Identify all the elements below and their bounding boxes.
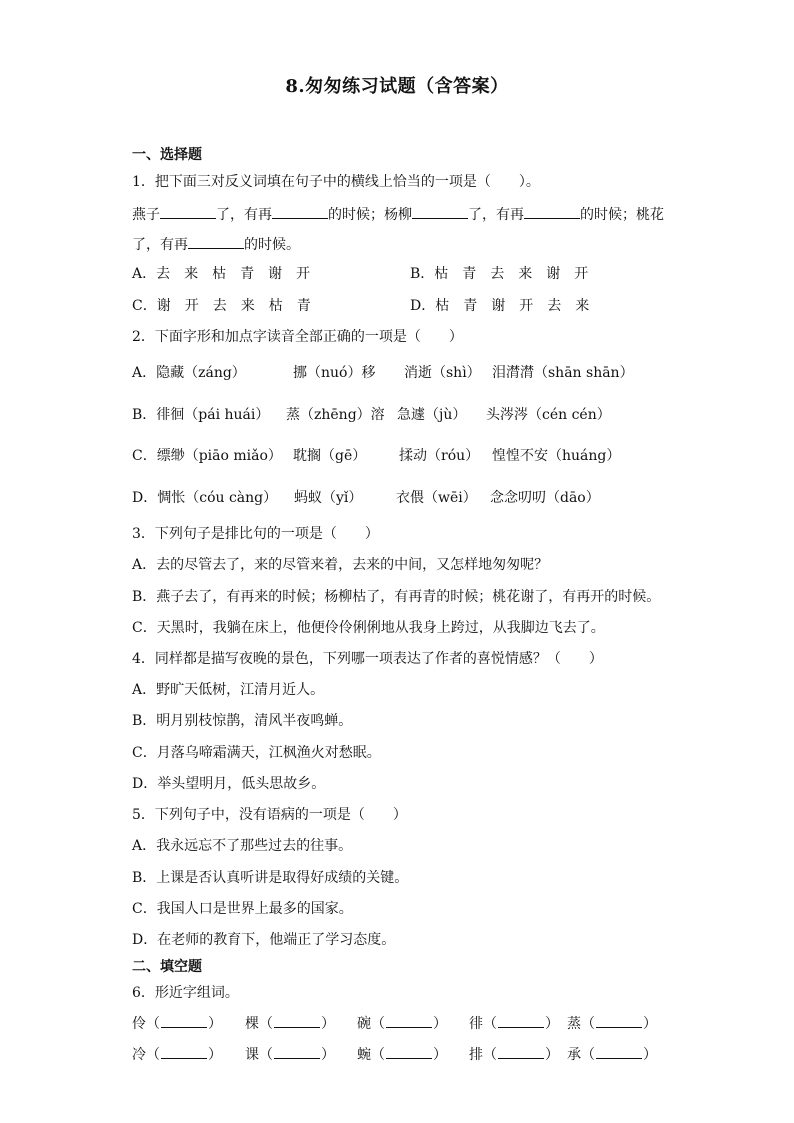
fill-blank[interactable] xyxy=(596,1045,642,1059)
q1-sentence-line2 xyxy=(132,234,300,254)
q2-option-b-item: 蒸（zhēng）溶 xyxy=(286,407,385,423)
q4-option-d[interactable]: D．举头望明月，低头思故乡。 xyxy=(132,776,326,792)
fill-blank[interactable] xyxy=(524,204,580,219)
q1-text: 燕子 xyxy=(132,207,160,223)
q1-text: 的时候；杨柳 xyxy=(328,207,412,223)
q2-option-d-item: 蚂蚁（yǐ） xyxy=(294,490,363,506)
q1-sentence-line1 xyxy=(132,204,664,224)
fill-blank[interactable] xyxy=(386,1014,432,1028)
q3-option-c[interactable]: C．天黑时，我躺在床上，他便伶伶俐俐地从我身上跨过，从我脚边飞去了。 xyxy=(132,620,605,636)
section-heading-choice: 一、选择题 xyxy=(132,147,202,163)
q2-option-a[interactable]: A．隐藏（záng） xyxy=(132,365,246,381)
q4-option-a[interactable]: A．野旷天低树，江清月近人。 xyxy=(132,682,325,698)
word-group-item: 棵（ ） xyxy=(245,1016,335,1032)
q1-text: 的时候；桃花 xyxy=(580,207,664,223)
word-group-item: 承（ ） xyxy=(567,1047,657,1063)
q2-option-d[interactable]: D．惆怅（cóu càng） xyxy=(132,490,278,506)
fill-blank[interactable] xyxy=(498,1014,544,1028)
q5-option-d[interactable]: D．在老师的教育下，他端正了学习态度。 xyxy=(132,932,396,948)
section-heading-fill: 二、填空题 xyxy=(132,959,202,975)
q2-option-a-item: 挪（nuó）移 xyxy=(293,365,376,381)
q2-option-c-item: 耽搁（gē） xyxy=(293,448,367,464)
q5-option-c[interactable]: C．我国人口是世界上最多的国家。 xyxy=(132,901,353,917)
q1-option-d[interactable]: D．枯 青 谢 开 去 来 xyxy=(410,298,590,314)
q1-option-a[interactable]: A．去 来 枯 青 谢 开 xyxy=(132,266,311,282)
q1-text: 的时候。 xyxy=(244,237,300,253)
q2-option-c-item: 揉动（róu） xyxy=(399,448,480,464)
fill-blank[interactable] xyxy=(272,204,328,219)
fill-blank[interactable] xyxy=(161,1014,207,1028)
word-group-item: 伶（ ） xyxy=(132,1016,222,1032)
q1-option-b[interactable]: B．枯 青 去 来 谢 开 xyxy=(410,266,589,282)
q3-option-b[interactable]: B．燕子去了，有再来的时候；杨柳枯了，有再青的时候；桃花谢了，有再开的时候。 xyxy=(132,589,661,605)
q2-stem: 2．下面字形和加点字读音全部正确的一项是（ ） xyxy=(132,329,463,345)
word-group-item: 蜿（ ） xyxy=(357,1047,447,1063)
word-group-item: 蒸（ ） xyxy=(567,1016,657,1032)
q1-option-c[interactable]: C．谢 开 去 来 枯 青 xyxy=(132,298,311,314)
q5-stem: 5．下列句子中，没有语病的一项是（ ） xyxy=(132,807,407,823)
fill-blank[interactable] xyxy=(596,1014,642,1028)
q3-option-a[interactable]: A．去的尽管去了，来的尽管来着，去来的中间，又怎样地匆匆呢？ xyxy=(132,557,549,573)
q4-option-c[interactable]: C．月落乌啼霜满天，江枫渔火对愁眠。 xyxy=(132,745,381,761)
q3-stem: 3．下列句子是排比句的一项是（ ） xyxy=(132,526,379,542)
page-title: 8.匆匆练习试题（含答案） xyxy=(285,76,509,97)
word-group-item: 徘（ ） xyxy=(469,1016,559,1032)
fill-blank[interactable] xyxy=(188,234,244,249)
fill-blank[interactable] xyxy=(160,204,216,219)
word-group-item: 碗（ ） xyxy=(357,1016,447,1032)
fill-blank[interactable] xyxy=(274,1045,320,1059)
q1-text: 了，有再 xyxy=(132,237,188,253)
q2-option-b-item: 头涔涔（cén cén） xyxy=(486,407,611,423)
fill-blank[interactable] xyxy=(274,1014,320,1028)
word-group-item: 排（ ） xyxy=(469,1047,559,1063)
q4-stem: 4．同样都是描写夜晚的景色，下列哪一项表达了作者的喜悦情感？（ ） xyxy=(132,651,603,667)
fill-blank[interactable] xyxy=(412,204,468,219)
fill-blank[interactable] xyxy=(498,1045,544,1059)
q2-option-a-item: 泪潸潸（shān shān） xyxy=(492,365,634,381)
word-group-item: 课（ ） xyxy=(245,1047,335,1063)
q4-option-b[interactable]: B．明月别枝惊鹊，清风半夜鸣蝉。 xyxy=(132,713,353,729)
q5-option-b[interactable]: B．上课是否认真听讲是取得好成绩的关键。 xyxy=(132,870,409,886)
q1-text: 了，有再 xyxy=(468,207,524,223)
q6-stem: 6．形近字组词。 xyxy=(132,985,239,1001)
q2-option-d-item: 衣偎（wēi） xyxy=(396,490,477,506)
q2-option-d-item: 念念叨叨（dāo） xyxy=(490,490,600,506)
q2-option-b-item: 急遽（jù） xyxy=(397,407,467,423)
q2-option-c-item: 惶惶不安（huáng） xyxy=(492,448,621,464)
q2-option-a-item: 消逝（shì） xyxy=(404,365,481,381)
word-group-item: 冷（ ） xyxy=(132,1047,222,1063)
fill-blank[interactable] xyxy=(161,1045,207,1059)
q2-option-c[interactable]: C．缥缈（piāo miǎo） xyxy=(132,448,282,464)
q1-stem: 1．把下面三对反义词填在句子中的横线上恰当的一项是（ ）。 xyxy=(132,174,540,190)
q5-option-a[interactable]: A．我永远忘不了那些过去的往事。 xyxy=(132,838,353,854)
q2-option-b[interactable]: B．徘徊（pái huái） xyxy=(132,407,270,423)
q1-text: 了，有再 xyxy=(216,207,272,223)
fill-blank[interactable] xyxy=(386,1045,432,1059)
